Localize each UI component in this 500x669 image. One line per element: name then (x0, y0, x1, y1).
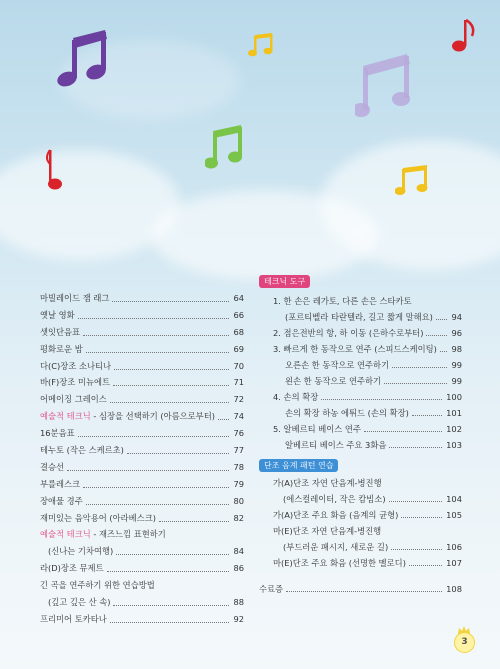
toc-entry[interactable] (273, 341, 462, 357)
toc-entry[interactable] (259, 581, 462, 597)
toc-entry-page: 79 (233, 478, 244, 489)
toc-entry-page: 100 (446, 392, 462, 402)
toc-entry-page: 99 (451, 376, 462, 386)
toc-entry-page: 70 (233, 360, 244, 371)
minor-scale-badge: 단조 음계 패턴 연습 (259, 459, 338, 472)
toc-entry-title: 재미있는 음악용어 (아라베스크) (40, 512, 156, 523)
page-number: 3 (454, 632, 475, 653)
technique-tools-badge: 테크닉 도구 (259, 275, 310, 288)
toc-left-column (40, 290, 244, 628)
toc-entry[interactable] (273, 555, 462, 571)
toc-entry-page: 103 (446, 440, 462, 450)
toc-entry[interactable] (273, 475, 462, 491)
toc-entry-title: 왼손 한 동작으로 연주하기 (285, 376, 382, 386)
toc-entry-page: 78 (233, 461, 244, 472)
toc-entry-page: 64 (233, 293, 244, 303)
dot-leader (83, 324, 229, 336)
toc-entry-page: 99 (451, 360, 462, 370)
toc-entry[interactable] (273, 325, 462, 341)
section-header (259, 275, 462, 293)
toc-entry-page: 80 (233, 495, 244, 506)
toc-entry-title: (에스컬레이터, 작은 캄빔소) (283, 494, 386, 504)
toc-entry[interactable] (40, 307, 244, 324)
red-single-note-icon (40, 148, 64, 192)
toc-entry-title: (깊고 깊은 산 속) (48, 597, 111, 608)
toc-entry[interactable] (40, 510, 244, 527)
technique-tools-list (259, 293, 462, 453)
toc-entry[interactable] (40, 543, 244, 560)
toc-entry-title: 옛날 영화 (40, 309, 75, 320)
dot-leader (116, 543, 229, 555)
toc-entry-title: 16분음표 (40, 428, 75, 439)
toc-entry-title: 긴 곡을 연주하기 위한 연습방법 (40, 580, 155, 591)
toc-entry-title: (포르티벨라 타란텔라, 길고 짧게 말해요) (285, 312, 433, 322)
toc-entry[interactable] (40, 476, 244, 493)
certificate-entry (259, 581, 462, 597)
dot-leader (86, 341, 229, 353)
section-header (259, 455, 462, 475)
lavender-double-note-icon (355, 52, 415, 122)
toc-entry[interactable] (273, 293, 462, 309)
toc-entry-page: 72 (233, 394, 244, 405)
dot-leader (412, 405, 442, 416)
toc-entry[interactable] (273, 491, 462, 507)
dot-leader (127, 442, 229, 454)
toc-entry-page: 82 (233, 512, 244, 523)
toc-entry[interactable] (40, 324, 244, 341)
toc-entry[interactable] (40, 611, 244, 628)
toc-entry-page: 106 (446, 542, 462, 552)
dot-leader (218, 408, 229, 420)
toc-entry-title: 오른손 한 동작으로 연주하기 (285, 360, 390, 370)
toc-entry[interactable] (40, 459, 244, 476)
toc-entry-page: 84 (233, 546, 244, 557)
toc-entry-title: 라(D)장조 뮤제트 (40, 563, 104, 574)
toc-entry-page: 98 (451, 344, 462, 354)
toc-entry-page: 88 (233, 597, 244, 608)
toc-entry-title: (부드러운 패시지, 새로운 길) (283, 542, 389, 552)
toc-entry-title: 알베르티 베이스 주요 3화음 (285, 440, 387, 450)
minor-scale-list (259, 475, 462, 571)
dot-leader (401, 507, 442, 518)
toc-entry[interactable] (40, 425, 244, 442)
toc-entry[interactable] (40, 358, 244, 375)
dot-leader (107, 560, 229, 572)
dot-leader (110, 611, 229, 623)
toc-entry-page: 66 (233, 309, 244, 320)
yellow-double-note-icon (248, 33, 274, 59)
toc-entry-title: 어메이징 그레이스 (40, 394, 107, 405)
dot-leader (78, 307, 229, 319)
toc-entry-page: 77 (233, 445, 244, 456)
dot-leader (364, 421, 442, 432)
toc-entry-page: 68 (233, 326, 244, 337)
dot-leader (159, 510, 229, 522)
toc-entry-title: 마(E)단조 주요 화음 (선명한 멜로디) (273, 558, 406, 568)
purple-double-note-icon (55, 30, 110, 90)
toc-entry-title: 4. 손의 확장 (273, 392, 319, 402)
toc-entry-title: 바(F)장조 미뉴에트 (40, 377, 110, 388)
toc-entry[interactable] (273, 523, 462, 539)
toc-entry-title: 3. 빠르게 한 동작으로 연주 (스피드스케이팅) (273, 344, 437, 354)
toc-entry-title: 결승선 (40, 461, 65, 472)
dot-leader (426, 325, 447, 336)
dot-leader (83, 476, 229, 488)
toc-entry-page: 104 (446, 494, 462, 504)
toc-entry-title (40, 526, 166, 543)
dot-leader (409, 555, 442, 566)
entry-rest: - 심장을 선택하기 (아름으로부터) (90, 411, 215, 422)
dot-leader (392, 357, 447, 368)
yellow-double-note-icon (395, 165, 429, 199)
toc-entry-page: 105 (446, 510, 462, 520)
toc-entry[interactable] (40, 290, 244, 307)
toc-entry-title: 2. 점은전반의 항, 하 이동 (은하수로부터) (273, 328, 424, 338)
toc-entry[interactable] (40, 442, 244, 459)
toc-entry-page: 76 (233, 428, 244, 439)
toc-right-column (259, 275, 462, 597)
toc-entry-title: (신나는 기차여행) (48, 546, 114, 557)
toc-entry-title: 5. 알베르티 베이스 연주 (273, 424, 361, 434)
toc-entry[interactable] (273, 507, 462, 523)
toc-entry[interactable] (273, 357, 462, 373)
toc-entry[interactable] (40, 594, 244, 611)
toc-entry-title: 테누토 (작은 스케르초) (40, 445, 124, 456)
toc-entry-page: 102 (446, 424, 462, 434)
toc-entry[interactable] (40, 374, 244, 391)
dot-leader (114, 358, 229, 370)
toc-entry-title: 가(A)단조 자연 단음계-병진행 (273, 478, 382, 488)
toc-entry[interactable] (273, 421, 462, 437)
toc-entry[interactable] (273, 405, 462, 421)
toc-entry-page: 101 (446, 408, 462, 418)
toc-entry-title: 마(E)단조 자연 단음계-병진행 (273, 526, 382, 536)
toc-entry[interactable] (273, 309, 462, 325)
toc-entry-page: 94 (451, 312, 462, 322)
toc-entry-page: 107 (446, 558, 462, 568)
dot-leader (110, 391, 229, 403)
toc-entry[interactable] (40, 408, 244, 425)
toc-entry[interactable] (40, 526, 244, 543)
toc-entry-title: 셋잇단음표 (40, 326, 81, 337)
dot-leader (440, 341, 447, 352)
toc-entry-title: 부를레스크 (40, 478, 81, 489)
toc-entry-page: 86 (233, 563, 244, 574)
toc-entry[interactable] (273, 389, 462, 405)
dot-leader (113, 594, 229, 606)
toc-entry-page: 74 (233, 411, 244, 422)
dot-leader (391, 539, 442, 550)
dot-leader (436, 309, 447, 320)
dot-leader (78, 425, 229, 437)
toc-entry[interactable] (273, 437, 462, 453)
toc-entry-page: 108 (446, 584, 462, 594)
dot-leader (86, 493, 229, 505)
red-single-note-icon (448, 18, 478, 54)
toc-entry-title: 수료증 (259, 584, 284, 594)
dot-leader (113, 374, 229, 386)
entry-rest: - 재즈느낌 표현하기 (90, 529, 166, 540)
dot-leader (389, 491, 442, 502)
toc-entry[interactable] (273, 373, 462, 389)
toc-entry[interactable] (273, 539, 462, 555)
toc-entry[interactable] (40, 341, 244, 358)
toc-entry[interactable] (40, 493, 244, 510)
toc-entry-title: 가(A)단조 주요 화음 (음계의 균형) (273, 510, 399, 520)
dot-leader (389, 437, 442, 448)
toc-entry-title: 다(C)장조 소나티나 (40, 360, 112, 371)
dot-leader (67, 459, 229, 471)
toc-entry-page: 96 (451, 328, 462, 338)
page-number-badge (452, 628, 476, 652)
accent-label: 예술적 테크닉 (40, 529, 91, 540)
dot-leader (112, 290, 229, 302)
toc-entry[interactable] (40, 560, 244, 577)
toc-entry-title: 마빌레이드 잼 래그 (40, 293, 110, 303)
toc-entry-title: 장애물 경주 (40, 495, 83, 506)
dot-leader (384, 373, 447, 384)
toc-entry-title: 손의 확장 하농 에튀드 (손의 확장) (285, 408, 409, 418)
toc-entry-page: 71 (233, 377, 244, 388)
green-double-note-icon (205, 125, 245, 173)
toc-entry[interactable] (40, 577, 244, 594)
toc-entry-title: 프리미어 토카타나 (40, 613, 107, 624)
dot-leader (321, 389, 442, 400)
toc-entry-title: 평화로운 밤 (40, 343, 83, 354)
toc-entry-title: 1. 한 손은 레가토, 다른 손은 스타카토 (273, 296, 412, 306)
dot-leader (286, 581, 442, 592)
accent-label: 예술적 테크닉 (40, 411, 91, 422)
toc-entry-title (40, 408, 215, 425)
toc-entry-page: 69 (233, 343, 244, 354)
toc-entry-page: 92 (233, 613, 244, 624)
toc-entry[interactable] (40, 391, 244, 408)
